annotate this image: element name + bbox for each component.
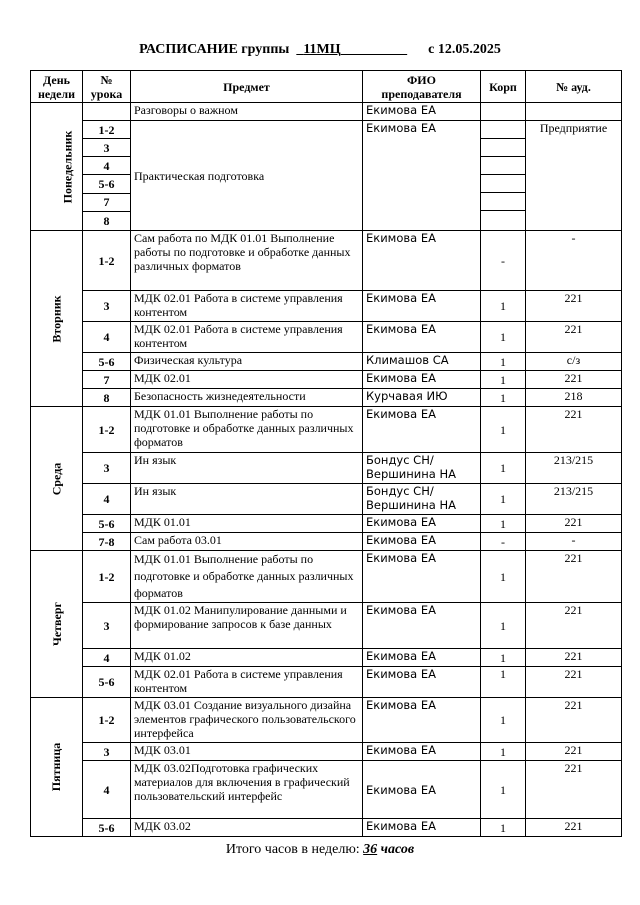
schedule-table: [30, 70, 622, 837]
teacher-cell: Екимова ЕА: [363, 103, 481, 121]
lesson-num: 1-2: [83, 121, 131, 139]
schedule-title: [0, 42, 640, 58]
day-wednesday: Среда: [31, 407, 83, 551]
group-name: 11МЦ: [303, 42, 341, 57]
table-row: Четверг 1-2 МДК 01.01 Выполнение работы по подготовке и обработке данных различных форматов Екимова ЕА 1 221: [31, 551, 622, 603]
table-row: [31, 121, 622, 139]
table-row: 8 Безопасность жизнедеятельности Курчавая ИЮ 1 218: [31, 389, 622, 407]
col-subject: Предмет: [131, 71, 363, 103]
table-row: 4 МДК 01.02 Екимова ЕА 1 221: [31, 649, 622, 667]
weekly-hours-total: Итого часов в неделю: 36 часов: [225, 842, 415, 857]
korp-cell: [481, 121, 526, 231]
lesson-num: 7: [83, 193, 131, 211]
table-row: 4 МДК 03.02Подготовка графических материалов для включения в графический пользовательский интерфейс Екимова ЕА 1 221: [31, 761, 622, 819]
day-tuesday: Вторник: [31, 231, 83, 407]
table-row: Вторник 1-2 Сам работа по МДК 01.01 Выполнение работы по подготовке и обработке данных различных форматов Екимова ЕА - -: [31, 231, 622, 291]
teacher-cell: Екимова ЕА: [363, 121, 481, 231]
table-row: 4 Ин язык Бондус СН/Вершинина НА 1 213/215: [31, 484, 622, 515]
day-thursday: Четверг: [31, 551, 83, 698]
aud-cell: Предприятие: [526, 121, 622, 231]
lesson-num: 3: [83, 139, 131, 157]
subject-cell: Практическая подготовка: [131, 121, 363, 231]
table-row: Пятница 1-2 МДК 03.01 Создание визуального дизайна элементов графического пользовательского интерфейса Екимова ЕА 1 221: [31, 698, 622, 743]
table-row: [31, 103, 622, 121]
col-num: № урока: [83, 71, 131, 103]
col-aud: № ауд.: [526, 71, 622, 103]
subject-cell: Разговоры о важном: [131, 103, 363, 121]
table-row: 5-6 МДК 03.02 Екимова ЕА 1 221: [31, 819, 622, 837]
table-header-row: [31, 71, 622, 103]
lesson-num: 5-6: [83, 175, 131, 193]
table-row: 7-8 Сам работа 03.01 Екимова ЕА - -: [31, 533, 622, 551]
table-row: 7 МДК 02.01 Екимова ЕА 1 221: [31, 371, 622, 389]
table-row: 3 МДК 03.01 Екимова ЕА 1 221: [31, 743, 622, 761]
lesson-num: 8: [83, 211, 131, 230]
table-row: 3 МДК 02.01 Работа в системе управления контентом Екимова ЕА 1 221: [31, 291, 622, 322]
col-day: День недели: [31, 71, 83, 103]
start-date: с 12.05.2025: [428, 42, 501, 57]
lesson-num: 4: [83, 157, 131, 175]
table-row: 5-6 МДК 02.01 Работа в системе управления контентом Екимова ЕА 1 221: [31, 667, 622, 698]
table-row: 3 МДК 01.02 Манипулирование данными и формирование запросов к базе данных Екимова ЕА 1 221: [31, 603, 622, 649]
title-label: РАСПИСАНИЕ группы: [139, 42, 290, 57]
table-row: 3 Ин язык Бондус СН/Вершинина НА 1 213/215: [31, 453, 622, 484]
table-row: 5-6 Физическая культура Климашов СА 1 с/з: [31, 353, 622, 371]
table-row: 4 МДК 02.01 Работа в системе управления контентом Екимова ЕА 1 221: [31, 322, 622, 353]
day-friday: Пятница: [31, 698, 83, 837]
col-korp: Корп: [481, 71, 526, 103]
col-teacher: ФИО преподавателя: [363, 71, 481, 103]
table-row: 5-6 МДК 01.01 Екимова ЕА 1 221: [31, 515, 622, 533]
table-row: Среда 1-2 МДК 01.01 Выполнение работы по подготовке и обработке данных различных форматов Екимова ЕА 1 221: [31, 407, 622, 453]
day-monday: Понедельник: [31, 103, 83, 231]
